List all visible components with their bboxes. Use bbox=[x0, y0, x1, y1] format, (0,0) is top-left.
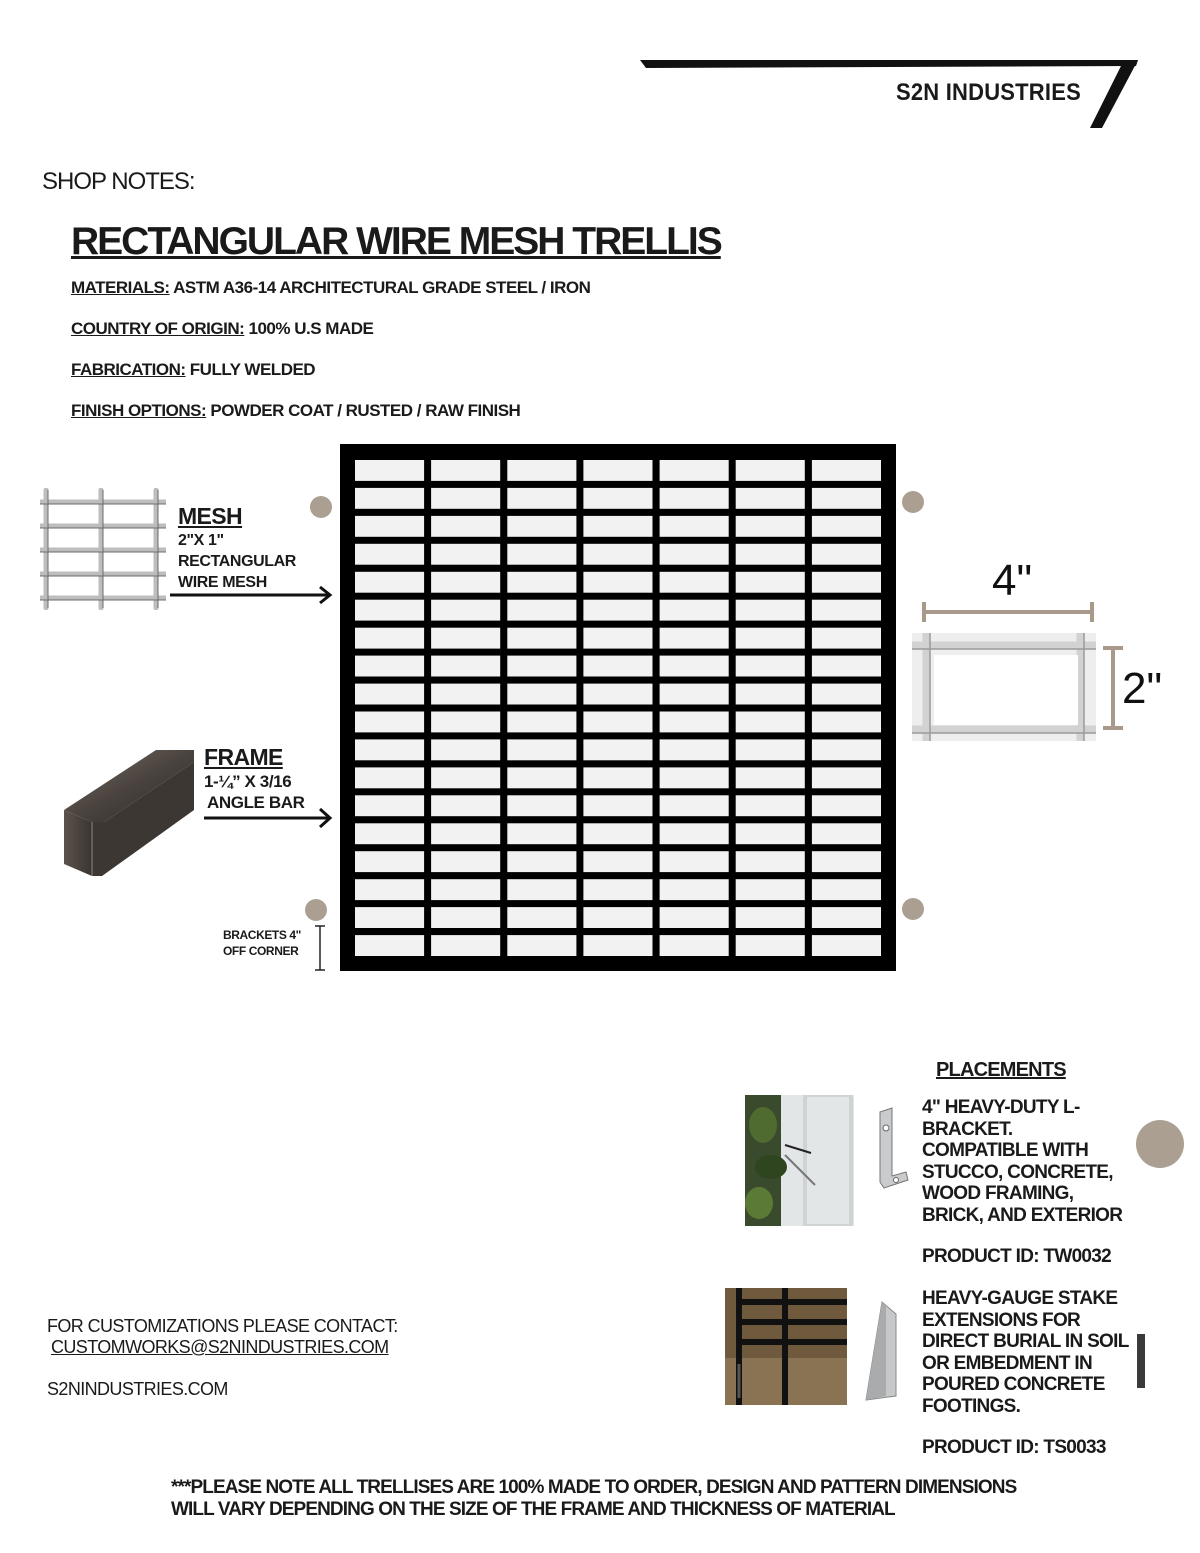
placement-stake-line: DIRECT BURIAL IN SOIL bbox=[922, 1331, 1129, 1352]
placement-bracket-text bbox=[922, 1097, 1122, 1226]
mesh-cell bbox=[812, 656, 881, 677]
spec-origin-value: 100% U.S MADE bbox=[248, 319, 374, 338]
mesh-cell bbox=[583, 488, 652, 509]
brackets-note-line: OFF CORNER bbox=[223, 944, 299, 958]
mesh-cell bbox=[660, 935, 729, 956]
mesh-cell bbox=[583, 851, 652, 872]
product-id-stake: PRODUCT ID: TS0033 bbox=[922, 1437, 1106, 1458]
mesh-cell bbox=[736, 935, 805, 956]
footer-note-line: ***PLEASE NOTE ALL TRELLISES ARE 100% MADE TO ORDER, DESIGN AND PATTERN DIMENSIONS bbox=[171, 1477, 1017, 1498]
mesh-cell-detail-image bbox=[912, 633, 1096, 741]
page-title: RECTANGULAR WIRE MESH TRELLIS bbox=[71, 220, 721, 263]
placement-bracket-line: 4" HEAVY-DUTY L- bbox=[922, 1097, 1080, 1118]
frame-callout-line: 1-¼” X 3/16 bbox=[204, 772, 292, 791]
spec-fabrication bbox=[71, 360, 315, 380]
mesh-cell bbox=[355, 851, 424, 872]
mesh-cell bbox=[736, 712, 805, 733]
mesh-cell bbox=[812, 767, 881, 788]
mesh-cell bbox=[355, 823, 424, 844]
stake-icon bbox=[862, 1300, 900, 1402]
mesh-cell bbox=[507, 879, 576, 900]
mesh-cell bbox=[355, 684, 424, 705]
bracket-dot-top-left bbox=[310, 496, 332, 518]
product-id-bracket: PRODUCT ID: TW0032 bbox=[922, 1246, 1112, 1267]
mesh-cell bbox=[660, 907, 729, 928]
mesh-cell bbox=[431, 628, 500, 649]
mesh-cell bbox=[736, 767, 805, 788]
mesh-cell bbox=[355, 935, 424, 956]
mesh-cell bbox=[736, 851, 805, 872]
mesh-cell bbox=[812, 739, 881, 760]
mesh-cell bbox=[660, 628, 729, 649]
mesh-cell bbox=[583, 516, 652, 537]
mesh-cell bbox=[355, 600, 424, 621]
mesh-cell bbox=[431, 767, 500, 788]
mesh-cell bbox=[660, 823, 729, 844]
mesh-cell bbox=[507, 712, 576, 733]
mesh-cell bbox=[660, 656, 729, 677]
mesh-callout-line: RECTANGULAR bbox=[178, 553, 296, 570]
mesh-cell bbox=[507, 656, 576, 677]
bracket-dot-top-right bbox=[902, 491, 924, 513]
mesh-cell bbox=[583, 712, 652, 733]
mesh-cell bbox=[355, 656, 424, 677]
mesh-cell bbox=[583, 656, 652, 677]
mesh-cell bbox=[583, 600, 652, 621]
mesh-cell bbox=[355, 739, 424, 760]
spec-materials-value: ASTM A36-14 ARCHITECTURAL GRADE STEEL / IRON bbox=[173, 278, 591, 297]
accent-circle bbox=[1136, 1120, 1184, 1168]
placement-bracket-line: STUCCO, CONCRETE, bbox=[922, 1161, 1113, 1183]
spec-origin-label: COUNTRY OF ORIGIN: bbox=[71, 319, 245, 338]
brand-name: S2N INDUSTRIES bbox=[896, 78, 1081, 106]
mesh-cell bbox=[507, 767, 576, 788]
mesh-cell bbox=[507, 488, 576, 509]
frame-callout-line: ANGLE BAR bbox=[207, 793, 305, 812]
mesh-cell bbox=[583, 795, 652, 816]
mesh-cell bbox=[355, 907, 424, 928]
mesh-callout-line: WIRE MESH bbox=[178, 574, 267, 591]
mesh-cell bbox=[507, 516, 576, 537]
placement-stake-line: POURED CONCRETE bbox=[922, 1374, 1105, 1395]
mesh-cell bbox=[812, 823, 881, 844]
mesh-cell bbox=[660, 544, 729, 565]
frame-callout-title: FRAME bbox=[204, 744, 283, 770]
mesh-arrow-icon bbox=[168, 584, 336, 606]
bracket-dot-bottom-left bbox=[305, 899, 327, 921]
placement-stake-line: OR EMBEDMENT IN bbox=[922, 1352, 1093, 1374]
mesh-cell bbox=[812, 712, 881, 733]
mesh-cell bbox=[660, 739, 729, 760]
brackets-note bbox=[223, 927, 301, 959]
mesh-cell bbox=[507, 935, 576, 956]
mesh-cell bbox=[507, 684, 576, 705]
mesh-cell bbox=[431, 572, 500, 593]
wall-bracket-photo bbox=[745, 1095, 854, 1226]
mesh-cell bbox=[355, 544, 424, 565]
mesh-cell bbox=[812, 907, 881, 928]
mesh-cell bbox=[507, 907, 576, 928]
mesh-cell bbox=[431, 600, 500, 621]
mesh-cell bbox=[355, 795, 424, 816]
mesh-cell bbox=[431, 656, 500, 677]
mesh-cell bbox=[660, 488, 729, 509]
mesh-cell bbox=[812, 684, 881, 705]
mesh-cell bbox=[431, 684, 500, 705]
mesh-cell bbox=[812, 544, 881, 565]
mesh-cell bbox=[507, 572, 576, 593]
stake-photo bbox=[725, 1288, 847, 1405]
accent-bar bbox=[1137, 1334, 1145, 1388]
mesh-cell bbox=[736, 600, 805, 621]
mesh-callout-title: MESH bbox=[178, 503, 243, 529]
mesh-cell bbox=[583, 460, 652, 481]
mesh-cell bbox=[812, 628, 881, 649]
bracket-dot-bottom-right bbox=[902, 898, 924, 920]
website-link[interactable]: S2NINDUSTRIES.COM bbox=[47, 1379, 228, 1399]
mesh-cell bbox=[507, 823, 576, 844]
mesh-cell bbox=[812, 488, 881, 509]
mesh-cell bbox=[355, 460, 424, 481]
mesh-callout-line: 2"X 1" bbox=[178, 532, 224, 549]
mesh-cell bbox=[736, 572, 805, 593]
mesh-cell bbox=[660, 516, 729, 537]
mesh-cell bbox=[736, 907, 805, 928]
placement-bracket-line: WOOD FRAMING, bbox=[922, 1183, 1074, 1204]
footer-note bbox=[171, 1477, 1016, 1521]
mesh-cell bbox=[812, 600, 881, 621]
mesh-cell bbox=[431, 460, 500, 481]
placement-stake-line: HEAVY-GAUGE STAKE bbox=[922, 1288, 1118, 1309]
mesh-cell bbox=[583, 684, 652, 705]
mesh-cell bbox=[355, 572, 424, 593]
mesh-cell bbox=[736, 544, 805, 565]
mesh-cell bbox=[507, 795, 576, 816]
placement-stake-line: EXTENSIONS FOR bbox=[922, 1309, 1081, 1331]
dimension-width-line bbox=[920, 600, 1096, 624]
contact-label: FOR CUSTOMIZATIONS PLEASE CONTACT: bbox=[47, 1316, 398, 1336]
spec-materials-label: MATERIALS: bbox=[71, 278, 170, 297]
mesh-cell bbox=[583, 572, 652, 593]
mesh-cell bbox=[660, 572, 729, 593]
mesh-cell bbox=[812, 516, 881, 537]
spec-fabrication-label: FABRICATION: bbox=[71, 360, 186, 379]
mesh-cell bbox=[736, 684, 805, 705]
spec-finish bbox=[71, 401, 520, 421]
brackets-note-line: BRACKETS 4" bbox=[223, 928, 301, 942]
dimension-height-label: 2" bbox=[1122, 664, 1163, 713]
mesh-cell bbox=[583, 823, 652, 844]
mesh-cell bbox=[812, 572, 881, 593]
spec-fabrication-value: FULLY WELDED bbox=[189, 360, 316, 379]
placements-title: PLACEMENTS bbox=[936, 1059, 1066, 1081]
footer-note-line: WILL VARY DEPENDING ON THE SIZE OF THE FRAME AND THICKNESS OF MATERIAL bbox=[171, 1499, 895, 1520]
mesh-cell bbox=[507, 600, 576, 621]
mesh-cell bbox=[431, 907, 500, 928]
mesh-cell bbox=[431, 712, 500, 733]
mesh-cell bbox=[431, 851, 500, 872]
mesh-cell bbox=[583, 628, 652, 649]
mesh-cell bbox=[736, 628, 805, 649]
mesh-cell bbox=[507, 460, 576, 481]
spec-materials bbox=[71, 278, 590, 298]
mesh-cell bbox=[812, 879, 881, 900]
mesh-cell bbox=[507, 544, 576, 565]
mesh-cell bbox=[736, 795, 805, 816]
contact-email-link[interactable]: CUSTOMWORKS@S2NINDUSTRIES.COM bbox=[51, 1337, 389, 1357]
mesh-cell bbox=[431, 823, 500, 844]
mesh-grid bbox=[340, 444, 896, 971]
mesh-cell bbox=[812, 795, 881, 816]
mesh-cell bbox=[660, 795, 729, 816]
mesh-cell bbox=[736, 879, 805, 900]
mesh-sample-icon bbox=[40, 488, 166, 610]
mesh-cell bbox=[583, 544, 652, 565]
placement-stake-line: FOOTINGS. bbox=[922, 1395, 1021, 1417]
mesh-cell bbox=[660, 879, 729, 900]
mesh-cell bbox=[660, 851, 729, 872]
spec-origin bbox=[71, 319, 373, 339]
shop-notes-label: SHOP NOTES: bbox=[42, 168, 195, 195]
mesh-cell bbox=[583, 935, 652, 956]
l-bracket-icon bbox=[864, 1106, 912, 1192]
mesh-cell bbox=[736, 488, 805, 509]
mesh-cell bbox=[583, 767, 652, 788]
trellis-frame bbox=[340, 444, 896, 971]
placement-bracket-line: BRICK, AND EXTERIOR bbox=[922, 1204, 1123, 1226]
bracket-offset-dimension bbox=[313, 924, 327, 972]
mesh-cell bbox=[355, 767, 424, 788]
mesh-cell bbox=[812, 460, 881, 481]
mesh-cell bbox=[660, 460, 729, 481]
mesh-cell bbox=[660, 712, 729, 733]
mesh-cell bbox=[431, 516, 500, 537]
mesh-cell bbox=[355, 516, 424, 537]
dimension-width-label: 4" bbox=[992, 556, 1033, 605]
mesh-cell bbox=[812, 851, 881, 872]
mesh-cell bbox=[431, 488, 500, 509]
mesh-cell bbox=[431, 544, 500, 565]
mesh-cell bbox=[660, 684, 729, 705]
mesh-cell bbox=[736, 739, 805, 760]
mesh-cell bbox=[583, 739, 652, 760]
mesh-cell bbox=[431, 935, 500, 956]
spec-finish-value: POWDER COAT / RUSTED / RAW FINISH bbox=[210, 401, 521, 420]
mesh-cell bbox=[583, 907, 652, 928]
mesh-cell bbox=[355, 879, 424, 900]
mesh-cell bbox=[507, 851, 576, 872]
frame-arrow-icon bbox=[202, 806, 336, 830]
placement-stake-text bbox=[922, 1288, 1129, 1417]
mesh-cell bbox=[660, 767, 729, 788]
mesh-cell bbox=[355, 712, 424, 733]
mesh-cell bbox=[812, 935, 881, 956]
mesh-cell bbox=[355, 488, 424, 509]
placement-bracket-line: COMPATIBLE WITH bbox=[922, 1140, 1089, 1161]
mesh-cell bbox=[736, 656, 805, 677]
mesh-cell bbox=[431, 739, 500, 760]
angle-bar-image bbox=[58, 748, 198, 880]
mesh-cell bbox=[736, 516, 805, 537]
mesh-cell bbox=[583, 879, 652, 900]
mesh-cell bbox=[736, 460, 805, 481]
mesh-cell bbox=[660, 600, 729, 621]
mesh-cell bbox=[431, 795, 500, 816]
mesh-cell bbox=[507, 628, 576, 649]
placement-bracket-line: BRACKET. bbox=[922, 1118, 1013, 1140]
mesh-cell bbox=[736, 823, 805, 844]
spec-finish-label: FINISH OPTIONS: bbox=[71, 401, 207, 420]
mesh-cell bbox=[355, 628, 424, 649]
mesh-cell bbox=[507, 739, 576, 760]
mesh-cell bbox=[431, 879, 500, 900]
